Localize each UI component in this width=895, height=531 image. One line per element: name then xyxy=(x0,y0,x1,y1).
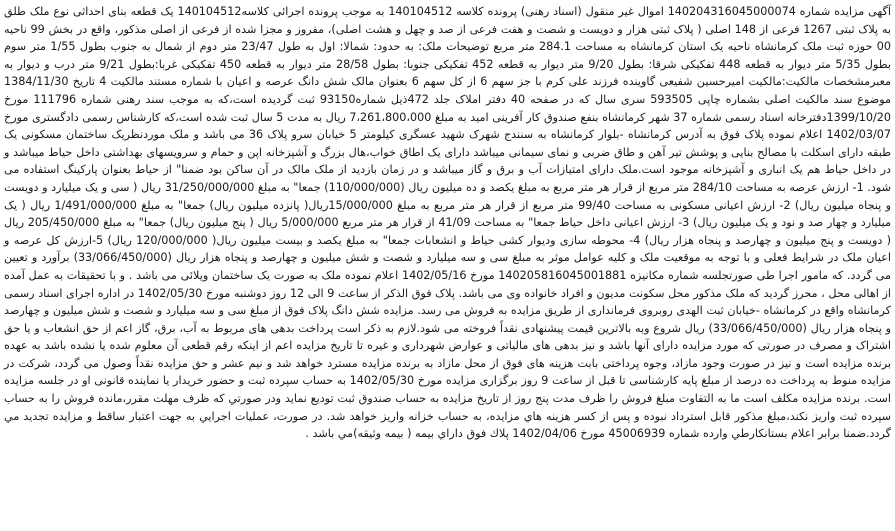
auction-notice-paragraph: آگهی مزایده شماره 140204316045000074 اموال غیر منقول (اسناد رهنی) پرونده کلاسه 140104512 به موجب پرونده اجرائی کلاسه140104512 یک قطعه بنای احداثی نوع ملک طلق به پلاک ثبتی 1267 فرعی از 148 اصلی ( پلاک ثبتی هزار و دویست و شصت و هفت فرعی از صد و چهل و هشت اصلی)، مفروز و مجزا شده از فرعی از اصلی مذکور، واقع در بخش 99 ناحیه 00 حوزه ثبت ملک کرمانشاه ناحیه یک استان کرمانشاه به مساحت 284.1 متر مربع توضیحات ملک: به حدود: شمالا: اول به طول 23/47 متر دوم از شمال به جنوب بطول 1/55 متر سوم بطول 5/35 متر دیوار به قطعه 448 تفکیکی شرقا: بطول 9/20 متر دیوار به قطعه 452 تفکیکی جنوبا: بطول 28/58 متر دیوار به قطعه 450 تفکیکی غربا:بطول 9/21 متر درب و دیوار به معبرمشخصات مالکیت:مالکیت امیرحسین شفیعی گاوینده فرزند علی کرم با جز سهم 6 از کل سهم 6 بعنوان مالک شش دانگ عرصه و اعیان با شماره مستند مالکیت 4 تاریخ 1384/11/30 موضوع سند مالکیت اصلی بشماره چاپی 593505 سری سال که در صفحه 40 دفتر املاک جلد 472ذیل شماره93150 ثبت گردیده است،که به موجب سند رهنی شماره 111796 مورخ 1399/10/20دفترخانه اسناد رسمی شماره 37 شهر کرمانشاه بنفع صندوق کار آفرینی امید به مبلغ 7،261،800،000 ریال به مدت 5 سال ثبت شده است،که کارشناس رسمی دادگستری مورخ 1402/03/07 اعلام نموده پلاک فوق به آدرس کرمانشاه -بلوار کرمانشاه به سنندج شهرک شهید عسگری کیلومتر 5 خیابان سرو پلاک 36 می باشد و ملک موردنظریک ساختمان مسکونی یک طبقه دارای اسکلت با مصالح بنایی و پوشش تیر آهن و طاق ضربی و نمای سیمانی میباشد دارای یک اطاق خواب،هال بزرگ و آشپزخانه اپن و حمام و سرویسهای بهداشتی داخل حیاط میباشد و در داخل حیاط هم یک انباری و آشپزخانه موجود است.ملک دارای امتیازات آب و برق و گاز میباشد و در زمان بازدید از ملک مالک در آن ساکن بود ضمنا" از حیاط بعنوان پارکینگ استفاده می شود. 1- ارزش عرصه به مساحت 284/10 متر مربع از قرار هر متر مربع به مبلغ یکصد و ده میلیون ریال (110/000/000) جمعا" به مبلغ 31/250/000/000 ریال ( سی و یک میلیارد و دویست و پنجاه میلیون ریال) 2- ارزش اعیانی مسکونی به مساحت 99/40 متر مربع از قرار هر متر مربع به مبلغ 15/000/000ریال( پانزده میلیون ریال) جمعا" به مبلغ 1/491/000/000 ریال ( یک میلیارد و چهار صد و نود و یک میلیون ریال) 3- ارزش اعیانی داخل حیاط جمعا" به مساحت 41/09 از قرار هر متر مربع 5/000/000 ریال ( پنج میلیون ریال) جمعا" به مبلغ 205/450/000 ریال ( دویست و پنج میلیون و چهارصد و پنجاه هزار ریال) 4- محوطه سازی ودیوار کشی حیاط و انشعابات جمعا" به مبلغ یکصد و بیست میلیون ریال( 120/000/000 ریال) 5-ارزش کل عرصه و اعیان ملک در شرایط فعلی و با توجه به موقعیت ملک و کلیه عوامل موثر به مبلغ سی و سه میلیارد و شصت و شش میلیون و چهارصد و پنجاه هزار ریال (33/066/450/000) برآورد و تعیین می گردد. که مامور اجرا طی صورتجلسه شماره مکانیزه 140205816045001881 مورخ 1402/05/16 اعلام نموده ملک به صورت یک ساختمان ویلائی می باشد . و با تحقیقات به عمل آمده از اهالی محل ، محرز گردید که ملک مذکور محل سکونت مدیون و افراد خانواده وی می باشد. پلاک فوق الذکر از ساعت 9 الی 12 روز دوشنبه مورخ 1402/05/30 در اداره اجرای اسناد رسمی کرمانشاه واقع در کرمانشاه -خیابان ثبت الهدی روبروی فرمانداری از طریق مزایده به فروش می رسد. مزایده شش دانگ پلاک فوق از مبلغ سی و سه میلیارد و شصت و شش میلیون و چهارصد و پنجاه هزار ریال (33/066/450/000) ریال شروع وبه بالاترین قیمت پیشنهادی نقداً فروخته می شود.لازم به ذکر است پرداخت بدهی های مربوط به آب، برق، گاز اعم از حق انشعاب و یا حق اشتراک و مصرف در صورتی که مورد مزایده دارای آنها باشد و نیز بدهی های مالیاتی و عوارض شهرداری و غیره تا تاریخ مزایده اعم از اینکه رقم قطعی آن معلوم شده یا نشده باشد به عهده برنده مزایده است و نیز در صورت وجود مازاد، وجوه پرداختی بابت هزینه های فوق از محل مازاد به برنده مزایده مسترد خواهد شد و نیم عشر و حق مزایده نقداً وصول می گردد، شرکت در مزایده منوط به پرداخت ده درصد از مبلغ پایه کارشناسی تا قبل از ساعت 9 روز برگزاری مزایده مورخ 1402/05/30 به حساب سپرده ثبت و حضور خریدار یا نماینده قانونی او در جلسه مزایده است. برنده مزایده مکلف است ما به التفاوت مبلغ فروش را ظرف مدت پنج روز از تاریخ مزایده به حساب صندوق ثبت توديع نمايد ودر صورتي كه ظرف مهلت مقرر،مانده فروش را به حساب سپرده ثبت واريز نكند،مبلغ مذكور قابل استرداد نبوده و پس از كسر هزينه هاي مزايده، به حساب خزانه واريز خواهد شد. در صورت، عمليات اجرايي به جهت اعتبار ساقط و مزايده تجديد مي گردد.ضمنا برابر اعلام بستانكارطي وارده شماره 45006939 مورخ 1402/04/06 پلاك فوق داراي بيمه ( بيمه وثيقه)مي باشد . xyxy=(4,5,892,441)
